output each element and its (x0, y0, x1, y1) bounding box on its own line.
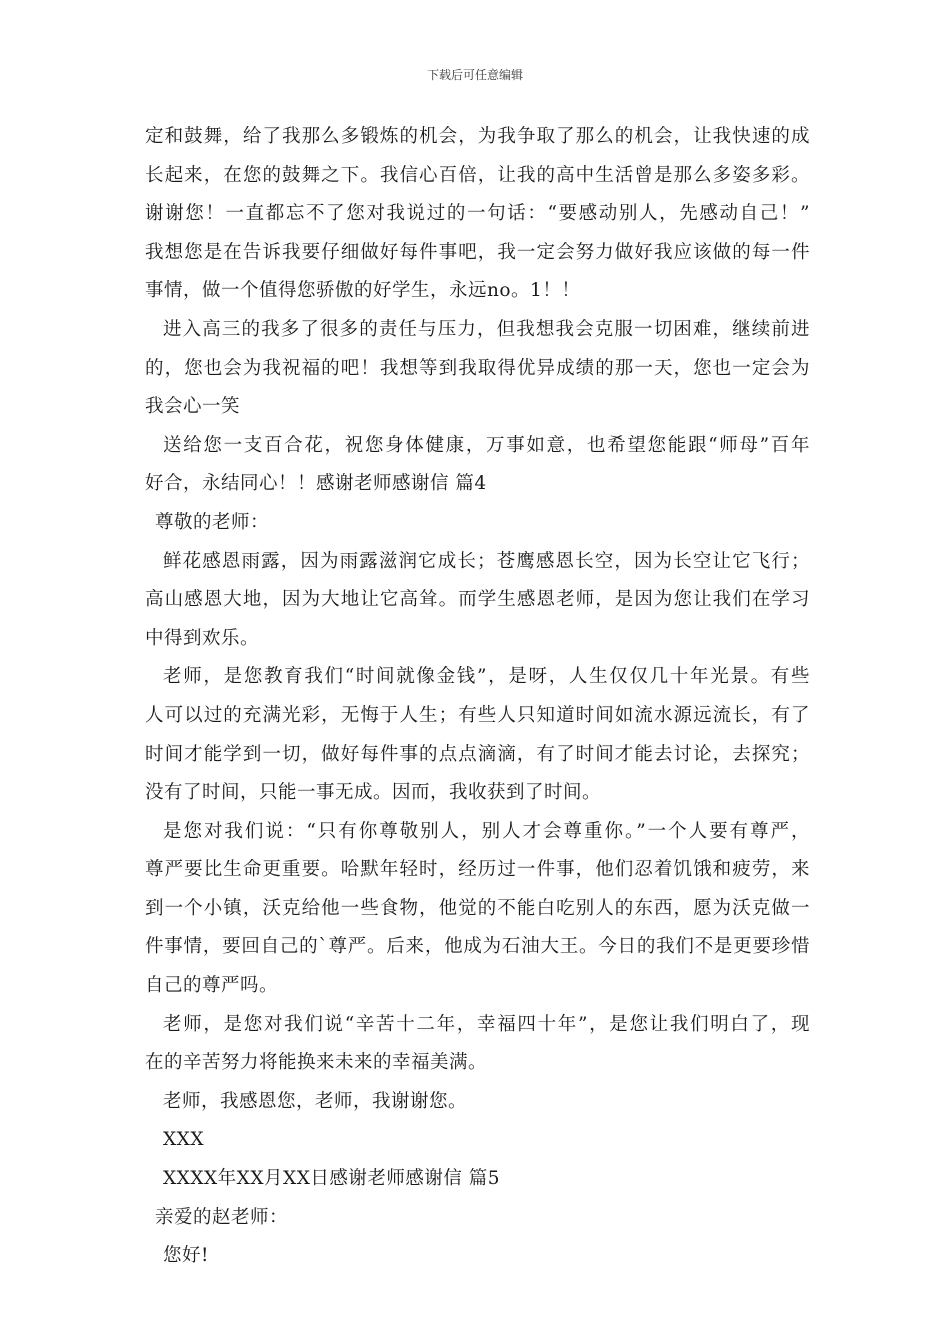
text-line: 老师，是您对我们说“辛苦十二年，幸福四十年”，是您让我们明白了，现 (163, 1013, 810, 1035)
text-line: XXXX年XX月XX日感谢老师感谢信 篇5 (163, 1168, 501, 1190)
text-line: 的，您也会为我祝福的吧！我想等到我取得优异成绩的那一天，您也一定会为 (145, 357, 810, 379)
text-line: 进入高三的我多了很多的责任与压力，但我想我会克服一切困难，继续前进 (163, 318, 810, 340)
text-line: 我会心一笑 (145, 396, 241, 418)
text-line: 高山感恩大地，因为大地让它高耸。而学生感恩老师，是因为您让我们在学习 (145, 589, 810, 611)
text-line: 尊严要比生命更重要。哈默年轻时，经历过一件事，他们忍着饥饿和疲劳，来 (145, 859, 810, 881)
text-line: 自己的尊严吗。 (145, 975, 279, 997)
text-line: 定和鼓舞，给了我那么多锻炼的机会，为我争取了那么的机会，让我快速的成 (145, 126, 810, 147)
text-line: 送给您一支百合花，祝您身体健康，万事如意，也希望您能跟“师母”百年 (163, 434, 810, 456)
text-line: 中得到欢乐。 (145, 627, 260, 649)
text-line: 件事情，要回自己的`尊严。后来，他成为石油大王。今日的我们不是更要珍惜 (145, 936, 810, 958)
text-line: 老师，是您教育我们“时间就像金钱”，是呀，人生仅仅几十年光景。有些 (163, 666, 810, 688)
text-line: 长起来，在您的鼓舞之下。我信心百倍，让我的高中生活曾是那么多姿多彩。 (145, 164, 810, 186)
page-header: 下载后可任意编辑 (426, 68, 523, 82)
text-line: 是您对我们说：“只有你尊敬别人，别人才会尊重你。”一个人要有尊严， (163, 820, 810, 842)
text-line: 好合，永结同心！！感谢老师感谢信 篇4 (145, 473, 487, 495)
text-line: 我想您是在告诉我要仔细做好每件事吧，我一定会努力做好我应该做的每一件 (145, 241, 810, 263)
text-line: 没有了时间，只能一事无成。因而，我收获到了时间。 (145, 782, 602, 804)
text-line: 尊敬的老师： (155, 511, 270, 533)
text-line: 亲爱的赵老师： (155, 1206, 289, 1228)
text-line: 到一个小镇，沃克给他一些食物，他觉的不能白吃别人的东西，愿为沃克做一 (145, 897, 810, 919)
text-line: 谢谢您！一直都忘不了您对我说过的一句话：“要感动别人，先感动自己！” (145, 203, 810, 225)
text-line: 人可以过的充满光彩，无悔于人生；有些人只知道时间如流水源远流长，有了 (145, 704, 810, 726)
text-line: 老师，我感恩您，老师，我谢谢您。 (163, 1090, 468, 1112)
text-line: 时间才能学到一切，做好每件事的点点滴滴，有了时间才能去讨论，去探究； (145, 743, 810, 765)
text-line: 您好! (163, 1245, 209, 1267)
text-line: 在的辛苦努力将能换来未来的幸福美满。 (145, 1052, 488, 1074)
text-line: 鲜花感恩雨露，因为雨露滋润它成长；苍鹰感恩长空，因为长空让它飞行； (163, 550, 810, 572)
letter-body (145, 118, 810, 1276)
text-line: XXX (163, 1129, 205, 1151)
text-line: 事情，做一个值得您骄傲的好学生，永远no。1！！ (145, 280, 581, 302)
